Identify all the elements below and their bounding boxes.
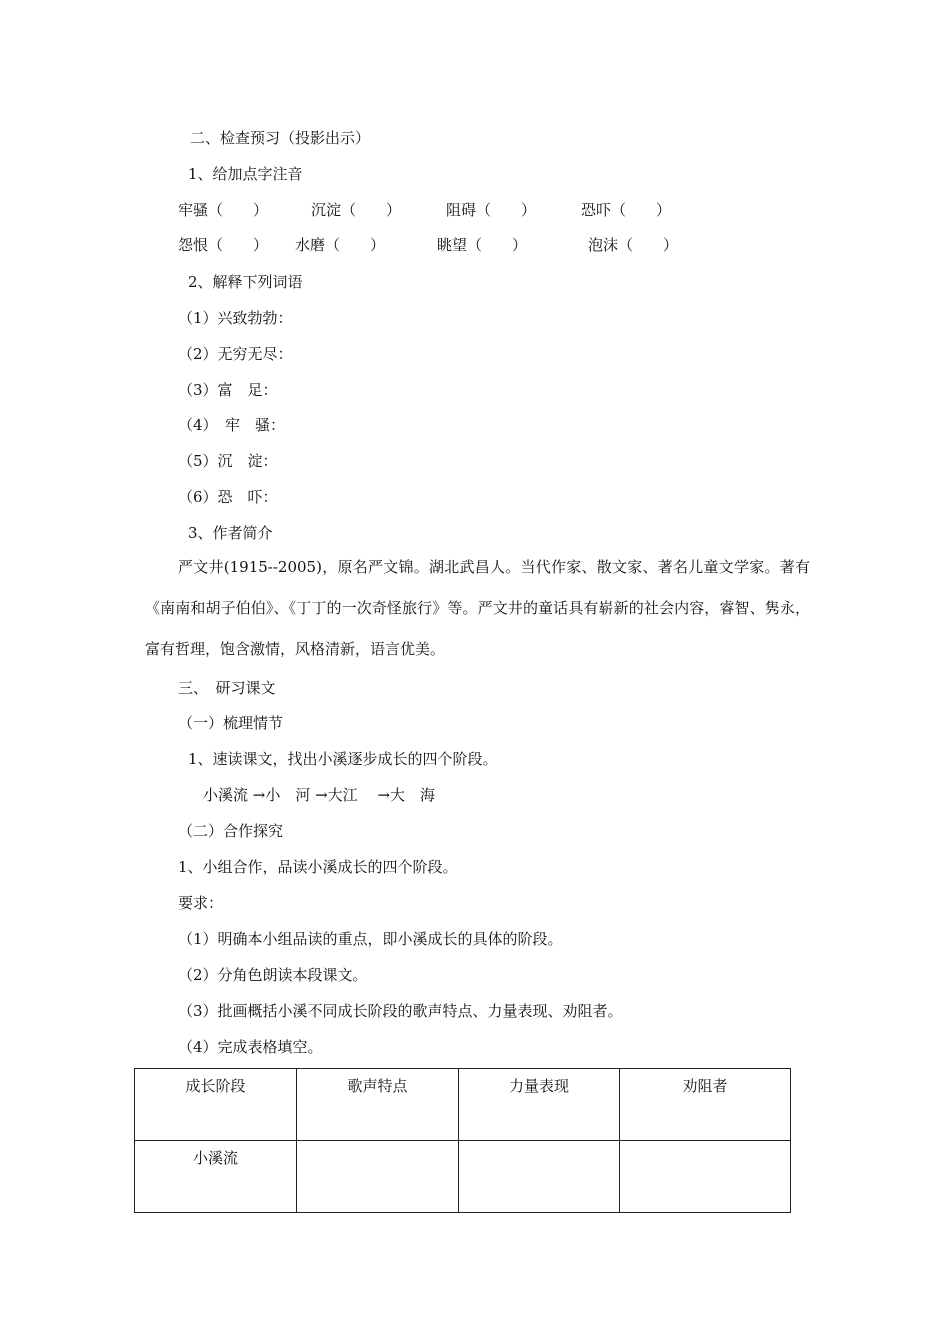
part2-title: （二）合作探究 xyxy=(178,822,284,840)
part1-title: （一）梳理情节 xyxy=(178,714,284,732)
q1-title: 1、给加点字注音 xyxy=(188,165,303,183)
table-header-cell: 成长阶段 xyxy=(135,1069,297,1141)
pinyin-item: 水磨（ ） xyxy=(295,236,386,254)
pinyin-item: 怨恨（ ） xyxy=(178,236,269,254)
pinyin-item: 恐吓（ ） xyxy=(581,201,672,219)
vocab-item: （2）无穷无尽： xyxy=(178,345,293,363)
section-2-heading: 二、检查预习（投影出示） xyxy=(190,129,371,147)
pinyin-item: 牢骚（ ） xyxy=(178,201,269,219)
table-cell[interactable] xyxy=(620,1141,791,1213)
q3-title: 3、作者简介 xyxy=(188,524,273,542)
part2-task: 1、小组合作，品读小溪成长的四个阶段。 xyxy=(178,858,458,876)
requirement-item: （1）明确本小组品读的重点，即小溪成长的具体的阶段。 xyxy=(178,930,563,948)
table-header-cell: 劝阻者 xyxy=(620,1069,791,1141)
pinyin-item: 泡沫（ ） xyxy=(588,236,679,254)
pinyin-item: 眺望（ ） xyxy=(437,236,528,254)
table-header-row xyxy=(135,1069,791,1141)
vocab-item: （5）沉 淀： xyxy=(178,452,278,470)
author-intro-paragraph: 严文井(1915--2005)，原名严文锦。湖北武昌人。当代作家、散文家、著名儿童文学家。著有《南南和胡子伯伯》、《丁丁的一次奇怪旅行》等。严文井的童话具有崭新的社会内容，睿智、隽永，富有哲理，饱含激情，风格清新，语言优美。 xyxy=(145,558,810,658)
vocab-item: （1）兴致勃勃： xyxy=(178,309,293,327)
table-cell[interactable] xyxy=(297,1141,459,1213)
table-row xyxy=(135,1141,791,1213)
pinyin-item: 沉淀（ ） xyxy=(311,201,402,219)
vocab-item: （6）恐 吓： xyxy=(178,488,278,506)
stage-flow: 小溪流 →小 河 →大江 →大 海 xyxy=(203,786,436,804)
part1-task: 1、速读课文，找出小溪逐步成长的四个阶段。 xyxy=(188,750,498,768)
table-header-cell: 力量表现 xyxy=(459,1069,620,1141)
q2-title: 2、解释下列词语 xyxy=(188,273,303,291)
vocab-item: （4） 牢 骚： xyxy=(178,416,286,434)
requirements-label: 要求： xyxy=(178,894,224,912)
vocab-item: （3）富 足： xyxy=(178,381,278,399)
growth-stage-table xyxy=(134,1068,791,1213)
pinyin-item: 阻碍（ ） xyxy=(446,201,537,219)
section-3-heading: 三、 研习课文 xyxy=(178,679,276,697)
requirement-item: （2）分角色朗读本段课文。 xyxy=(178,966,368,984)
table-cell[interactable] xyxy=(459,1141,620,1213)
requirement-item: （4）完成表格填空。 xyxy=(178,1038,323,1056)
table-header-cell: 歌声特点 xyxy=(297,1069,459,1141)
table-cell: 小溪流 xyxy=(135,1141,297,1213)
requirement-item: （3）批画概括小溪不同成长阶段的歌声特点、力量表现、劝阻者。 xyxy=(178,1002,623,1020)
